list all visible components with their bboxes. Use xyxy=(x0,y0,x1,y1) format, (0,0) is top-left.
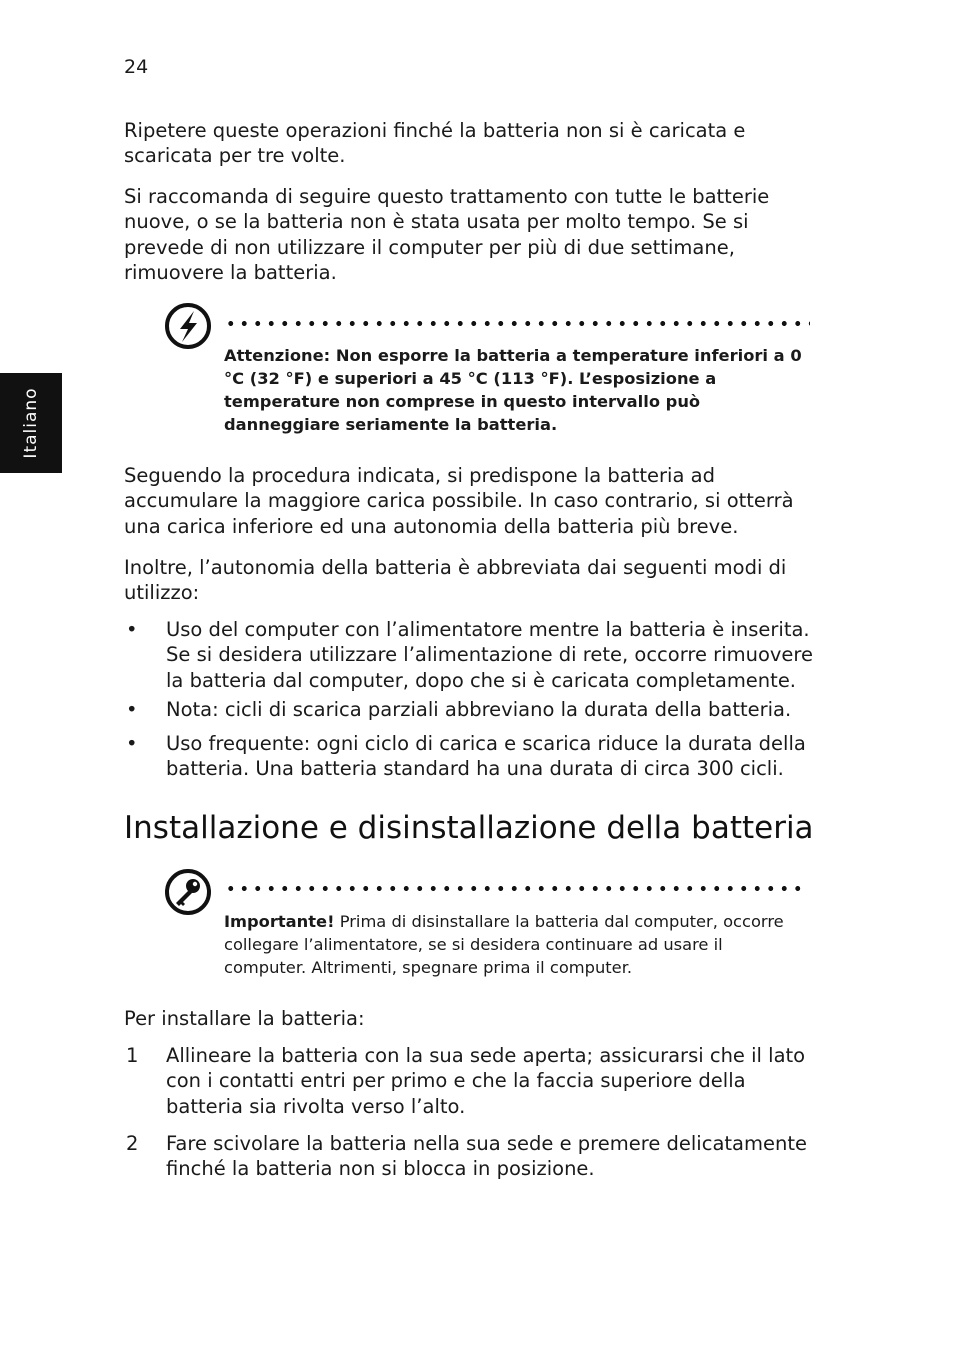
list-item-text: Uso del computer con l’alimentatore mentre la batteria è inserita. Se si desidera utilizzare l’alimentazione di rete, occorre rimuovere la batteria dal computer, dopo che si è caricata completamente. xyxy=(166,618,814,692)
step-number: 2 xyxy=(126,1132,139,1155)
language-side-tab-label: Italiano xyxy=(21,387,41,459)
bullet-mark: • xyxy=(126,698,138,721)
list-item-text: Uso frequente: ogni ciclo di carica e scarica riduce la durata della batteria. Una batteria standard ha una durata di circa 300 cicli. xyxy=(166,732,806,781)
list-item xyxy=(124,697,814,722)
paragraph-procedure: Seguendo la procedura indicata, si predispone la batteria ad accumulare la maggiore carica possibile. In caso contrario, si otterrà una carica inferiore ed una autonomia della batteria più breve. xyxy=(124,464,794,538)
list-item-text: Nota: cicli di scarica parziali abbreviano la durata della batteria. xyxy=(166,698,792,721)
paragraph-recommendation: Si raccomanda di seguire questo trattamento con tutte le batterie nuove, o se la batteria non è stata usata per molto tempo. Se si prevede di non utilizzare il computer per più di due settimane, rimuovere la batteria. xyxy=(124,185,770,284)
important-label: Importante! xyxy=(224,912,335,931)
bullet-mark: • xyxy=(126,618,138,641)
important-note xyxy=(224,910,804,979)
bullet-mark: • xyxy=(126,732,138,755)
step-text: Fare scivolare la batteria nella sua sede e premere delicatamente finché la batteria non si blocca in posizione. xyxy=(166,1132,807,1181)
warning-lightning-icon xyxy=(164,302,212,350)
warning-text: Attenzione: Non esporre la batteria a temperature inferiori a 0 °C (32 °F) e superiori a 45 °C (113 °F). L’esposizione a temperature non comprese in questo intervallo può danneggiare seriamente la batteria. xyxy=(224,346,802,434)
paragraph-install-intro: Per installare la batteria: xyxy=(124,1007,365,1030)
paragraph-usage-intro: Inoltre, l’autonomia della batteria è abbreviata dai seguenti modi di utilizzo: xyxy=(124,556,787,605)
section-heading: Installazione e disinstallazione della batteria xyxy=(124,810,814,846)
important-text: Prima di disinstallare la batteria dal computer, occorre collegare l’alimentatore, se si desidera continuare ad usare il computer. Altrimenti, spegnare prima il computer. xyxy=(224,912,784,977)
list-item xyxy=(124,617,814,693)
step-number: 1 xyxy=(126,1044,139,1067)
page-number: 24 xyxy=(124,56,149,78)
warning-dotted-rule xyxy=(224,321,810,326)
important-key-icon xyxy=(164,868,212,916)
language-side-tab xyxy=(0,373,62,473)
list-item xyxy=(124,1043,814,1119)
paragraph-repeat: Ripetere queste operazioni finché la batteria non si è caricata e scaricata per tre volte. xyxy=(124,119,746,168)
step-text: Allineare la batteria con la sua sede aperta; assicurarsi che il lato con i contatti entri per primo e che la faccia superiore della batteria sia rivolta verso l’alto. xyxy=(166,1044,806,1118)
list-item xyxy=(124,1131,814,1182)
list-item xyxy=(124,731,814,782)
important-dotted-rule xyxy=(224,886,806,891)
